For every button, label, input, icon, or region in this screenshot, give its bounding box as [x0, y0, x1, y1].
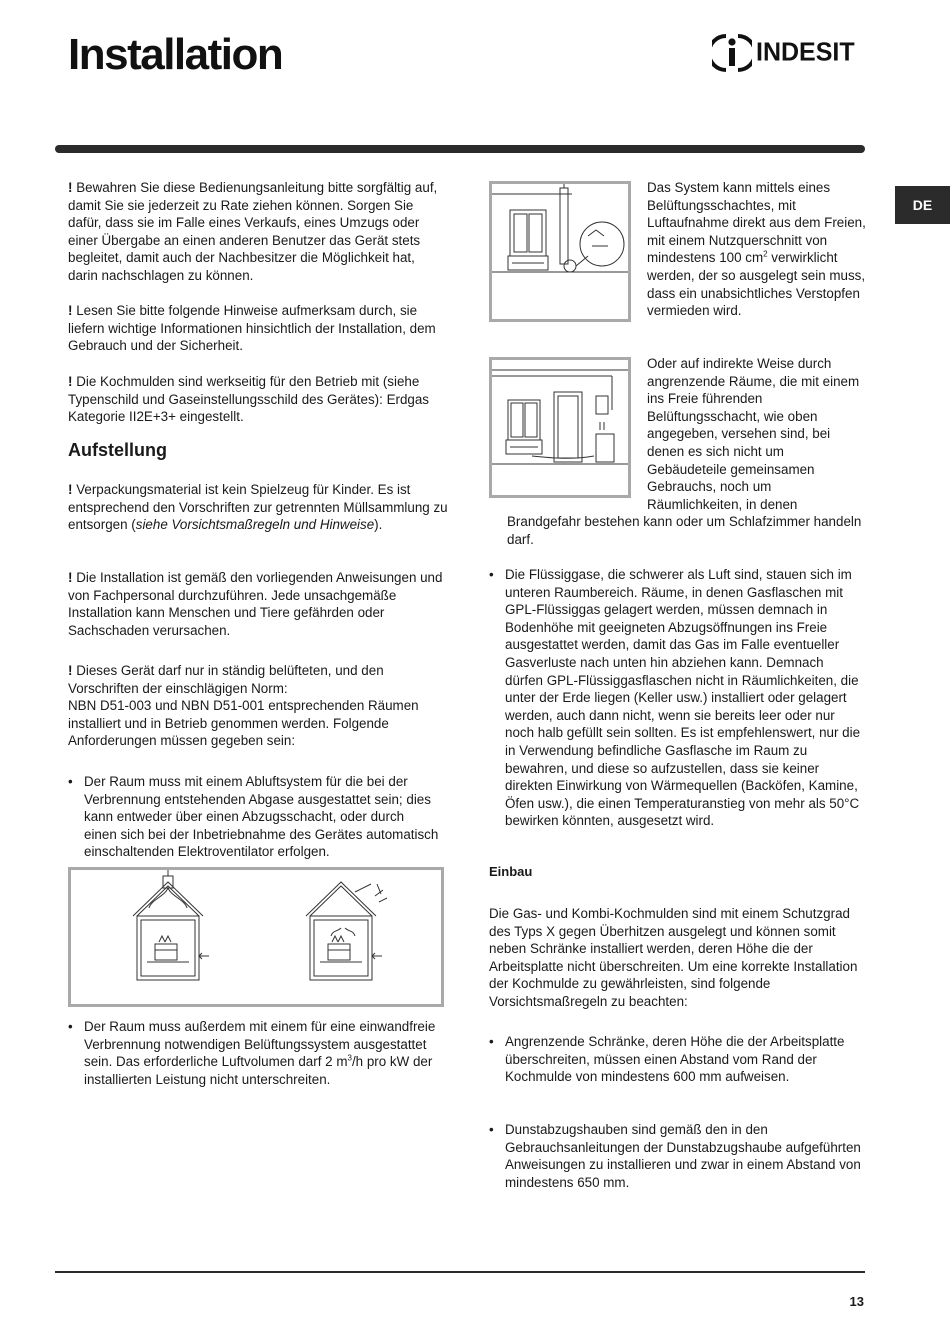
note-paragraph-4: ! Verpackungsmaterial ist kein Spielzeug für Kinder. Es ist entsprechend den Vorschriften zur getrennten Müllsammlung zu entsorgen (siehe Vorsichtsmaßregeln und Hinweise).: [68, 482, 448, 533]
footer-divider: [55, 1271, 865, 1273]
note-paragraph-2: ! Lesen Sie bitte folgende Hinweise aufmerksam durch, sie liefern wichtige Informationen hinsichtlich der Installation, dem Gebrauch und der Sicherheit.: [68, 303, 436, 354]
warning-icon: !: [68, 303, 73, 318]
warning-icon: !: [68, 663, 73, 678]
list-item: • Der Raum muss außerdem mit einem für eine einwandfreie Verbrennung notwendigen Belüftungssystem ausgestattet sein. Das erforderliche Luftvolumen darf 2 $m^3/h$ pro kW der installierten Leistung nicht unterschreiten.: [68, 1019, 436, 1087]
section-heading-aufstellung: Aufstellung: [68, 440, 167, 460]
list-item: • Dunstabzugshauben sind gemäß den in den Gebrauchsanleitungen der Dunstabzugshaube aufgeführten Anweisungen zu installieren und zwar in einem Abstand von mindestens 650 mm.: [489, 1122, 861, 1190]
page-title: Installation: [68, 30, 283, 79]
note-paragraph-5: ! Die Installation ist gemäß den vorliegenden Anweisungen und von Fachpersonal durchzuführen. Jede unsachgemäße Installation kann Menschen und Tiere gefährden oder Sachschaden verursachen.: [68, 570, 443, 638]
indesit-logo-icon: [712, 32, 752, 74]
adjacent-room-diagram-icon: [492, 360, 628, 495]
note-paragraph-1: ! Bewahren Sie diese Bedienungsanleitung bitte sorgfältig auf, damit Sie sie jederzeit zu Rate ziehen können. Sorgen Sie dafür, dass sie im Falle eines Verkaufs, eines Umzugs oder einer Übergabe an einen anderen Benutzer das Gerät stets begleitet, damit auch der Nachbesitzer die Möglichkeit hat, darin nachschlagen zu können.: [68, 180, 438, 283]
list-item: • Angrenzende Schränke, deren Höhe die der Arbeitsplatte überschreiten, müssen einen Abstand vom Rand der Kochmulde von mindestens 600 mm aufweisen.: [489, 1034, 845, 1085]
warning-icon: !: [68, 374, 73, 389]
house-diagram-icon: [71, 870, 441, 1004]
wall-vent-diagram-icon: [492, 184, 628, 319]
page-number: 13: [849, 1294, 864, 1309]
note-paragraph-6: ! Dieses Gerät darf nur in ständig belüfteten, und den Vorschriften der einschlägigen Norm: NBN D51-003 und NBN D51-001 entsprechenden Räumen installiert und in Betrieb genommen werden. Folgende Anforderungen müssen gegeben sein:: [68, 663, 419, 749]
warning-icon: !: [68, 180, 73, 195]
list-item: • Die Flüssiggase, die schwerer als Luft sind, stauen sich im unteren Raumbereich. Räume, in denen Gasflaschen mit GPL-Flüssiggas gelagert werden, müssen demnach in Bodenhöhe mit geeigneten Abzugsöffnungen ins Freie ausgestattet werden, damit das Gas im Falle eventueller Gasverluste nach unten hin abziehen kann. Demnach dürfen GPL-Flüssiggasflaschen nicht in Räumlichkeiten, die unter der Erde liegen (Keller usw.) installiert oder gelagert werden, auch dann nicht, wenn sie bereits leer oder nur noch halb gefüllt sein sollten. Es ist empfehlenswert, nur die in Verwendung befindliche Gasflasche im Raum zu bewahren, und diese so aufzustellen, dass sie keiner direkten Einwirkung von Wärmequellen (Backöfen, Kamine, Öfen usw.), die einen Temperaturanstieg von mehr als 50°C bewirken könnten, ausgesetzt wird.: [489, 567, 861, 829]
ventilation-shaft-figure: [489, 181, 631, 322]
fig2-description-continued: Brandgefahr bestehen kann oder um Schlafzimmer handeln darf.: [507, 514, 862, 547]
header-divider: [55, 145, 865, 153]
warning-icon: !: [68, 570, 73, 585]
note-paragraph-3: ! Die Kochmulden sind werkseitig für den Betrieb mit (siehe Typenschild und Gaseinstellungsschild des Gerätes): Erdgas Kategorie II2E+3+ eingestellt.: [68, 374, 429, 425]
warning-icon: !: [68, 482, 73, 497]
adjacent-room-figure: [489, 357, 631, 498]
einbau-paragraph: Die Gas- und Kombi-Kochmulden sind mit einem Schutzgrad des Typs X gegen Überhitzen ausgelegt und können somit neben Schränke installiert werden, deren Höhe die der Arbeitsplatte nicht überschreiten. Um eine korrekte Installation der Kochmulde zu gewährleisten, sind folgende Vorsichtsmaßregeln zu beachten:: [489, 906, 858, 1009]
ventilation-houses-figure: [68, 867, 444, 1007]
section-heading-einbau: Einbau: [489, 864, 533, 879]
language-tab: DE: [895, 186, 950, 224]
fig1-description: Das System kann mittels eines Belüftungsschachtes, mit Luftaufnahme direkt aus dem Freien, mit einem Nutzquerschnitt von mindestens 100 $cm^2$ verwirklicht werden, der so ausgelegt sein muss, dass ein unabsichtliches Verstopfen vermieden wird.: [647, 180, 866, 319]
logo-wordmark: INDESIT: [756, 37, 855, 67]
indesit-logo: [712, 32, 866, 74]
fig2-description: Oder auf indirekte Weise durch angrenzende Räume, die mit einem ins Freie führenden Belüftungsschacht, wie oben angegeben, versehen sind, bei denen es sich nicht um Gebäudeteile gemeinsamen Gebrauchs, noch um Räumlichkeiten, in denen: [647, 356, 860, 512]
list-item: • Der Raum muss mit einem Abluftsystem für die bei der Verbrennung entstehenden Abgase ausgestattet sein; dies kann entweder über einen Abzugsschacht, oder durch einen sich bei der Inbetriebnahme des Gerätes automatisch einschaltenden Elektroventilator erfolgen.: [68, 774, 439, 860]
